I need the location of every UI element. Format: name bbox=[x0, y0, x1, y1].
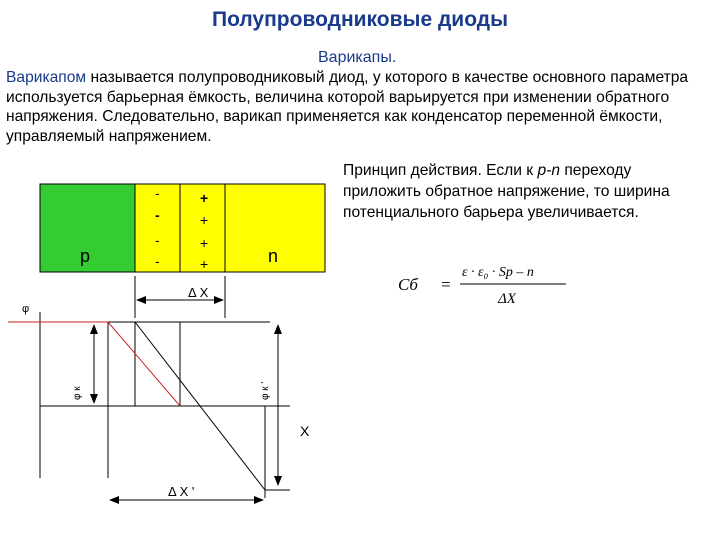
phi-k-prime-label: φ к ' bbox=[260, 381, 271, 400]
n-label: n bbox=[268, 246, 279, 266]
minus-sign: - bbox=[155, 253, 160, 269]
arrow-head bbox=[136, 296, 146, 304]
dx-prime-label: Δ X ' bbox=[168, 484, 195, 499]
principle-part2: переходу приложить обратное напряжение, то ширина потенциального барьера увеличивается. bbox=[343, 162, 670, 221]
arrow-head bbox=[90, 324, 98, 334]
principle-pn: p-n bbox=[537, 162, 561, 179]
plus-sign: + bbox=[200, 212, 209, 228]
definition-text: называется полупроводниковый диод, у которого в качестве основного параметра используется барьерная ёмкость, величина которой варьируется при изменении обратного напряжения. Следовательно, варикап применяется как конденсатор переменной ёмкости, управляемый напряжением. bbox=[6, 69, 689, 145]
section-subtitle: Варикапы. bbox=[318, 49, 397, 66]
arrow-head bbox=[214, 296, 224, 304]
minus-sign: - bbox=[155, 207, 160, 223]
phi-k-label: φ к bbox=[72, 386, 83, 400]
arrow-head bbox=[90, 394, 98, 404]
arrow-head bbox=[274, 476, 282, 486]
plus-sign: + bbox=[200, 235, 209, 251]
dx-label: Δ X bbox=[188, 285, 209, 300]
principle-part1: Принцип действия. Если к bbox=[343, 162, 538, 179]
x-axis-label: X bbox=[300, 423, 310, 439]
arrow-head bbox=[254, 496, 264, 504]
plus-sign: + bbox=[200, 190, 209, 206]
arrow-head bbox=[109, 496, 119, 504]
formula-equals: = bbox=[440, 275, 452, 294]
potential-slope bbox=[108, 322, 180, 406]
p-label: p bbox=[80, 246, 91, 266]
formula-lhs: Cб bbox=[398, 275, 418, 294]
minus-sign: - bbox=[155, 185, 160, 201]
page-title: Полупроводниковые диоды bbox=[211, 8, 509, 31]
definition-term: Варикапом bbox=[6, 69, 87, 86]
phi-axis-label: φ bbox=[22, 303, 30, 315]
minus-sign: - bbox=[155, 232, 160, 248]
plus-sign: + bbox=[200, 256, 209, 272]
formula-denominator: ΔX bbox=[498, 291, 516, 307]
formula-numerator: ε · ε₀ · Sp – n bbox=[462, 265, 534, 280]
arrow-head bbox=[274, 324, 282, 334]
